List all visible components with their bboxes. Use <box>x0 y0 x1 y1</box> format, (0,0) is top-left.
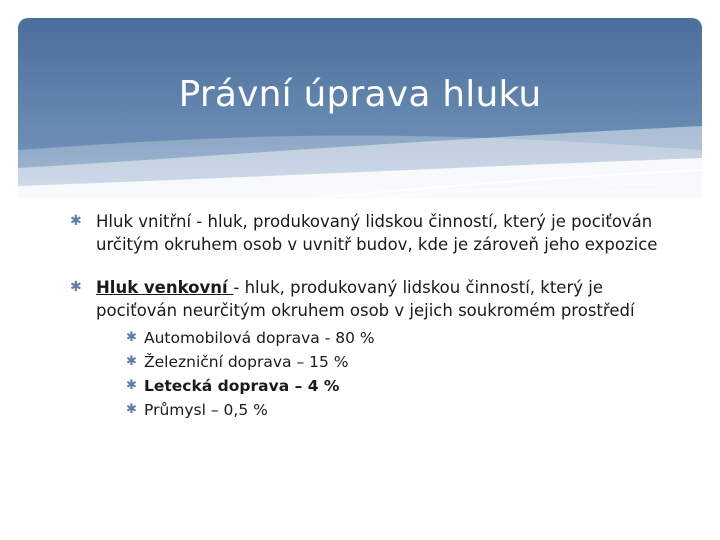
list-item: ✱ Železniční doprava – 15 % <box>126 350 670 374</box>
bullet-lead: Hluk venkovní <box>96 278 234 297</box>
list-item: ✱ Průmysl – 0,5 % <box>126 398 670 422</box>
asterisk-bullet-icon: ✱ <box>70 279 82 295</box>
bullet-indoor-noise <box>70 210 670 256</box>
slide-content <box>70 210 670 422</box>
asterisk-bullet-icon: ✱ <box>126 330 137 345</box>
bullet-text: Hluk vnitřní - hluk, produkovaný lidskou činností, který je pociťován určitým okruhem osob v uvnitř budov, kde je zároveň jeho expozice <box>96 212 658 254</box>
list-item: ✱ Automobilová doprava - 80 % <box>126 326 670 350</box>
asterisk-bullet-icon: ✱ <box>126 378 137 393</box>
slide-title: Právní úprava hluku <box>178 74 542 115</box>
noise-sources-list <box>126 326 670 422</box>
asterisk-bullet-icon: ✱ <box>70 213 82 229</box>
bullet-text: - hluk, produkovaný lidskou činností, který je pociťován neurčitým okruhem osob v jejich soukromém prostředí <box>96 278 635 320</box>
bullet-outdoor-noise <box>70 276 670 422</box>
title-banner <box>18 18 702 198</box>
list-item: ✱ Letecká doprava – 4 % <box>126 374 670 398</box>
asterisk-bullet-icon: ✱ <box>126 354 137 369</box>
asterisk-bullet-icon: ✱ <box>126 402 137 417</box>
